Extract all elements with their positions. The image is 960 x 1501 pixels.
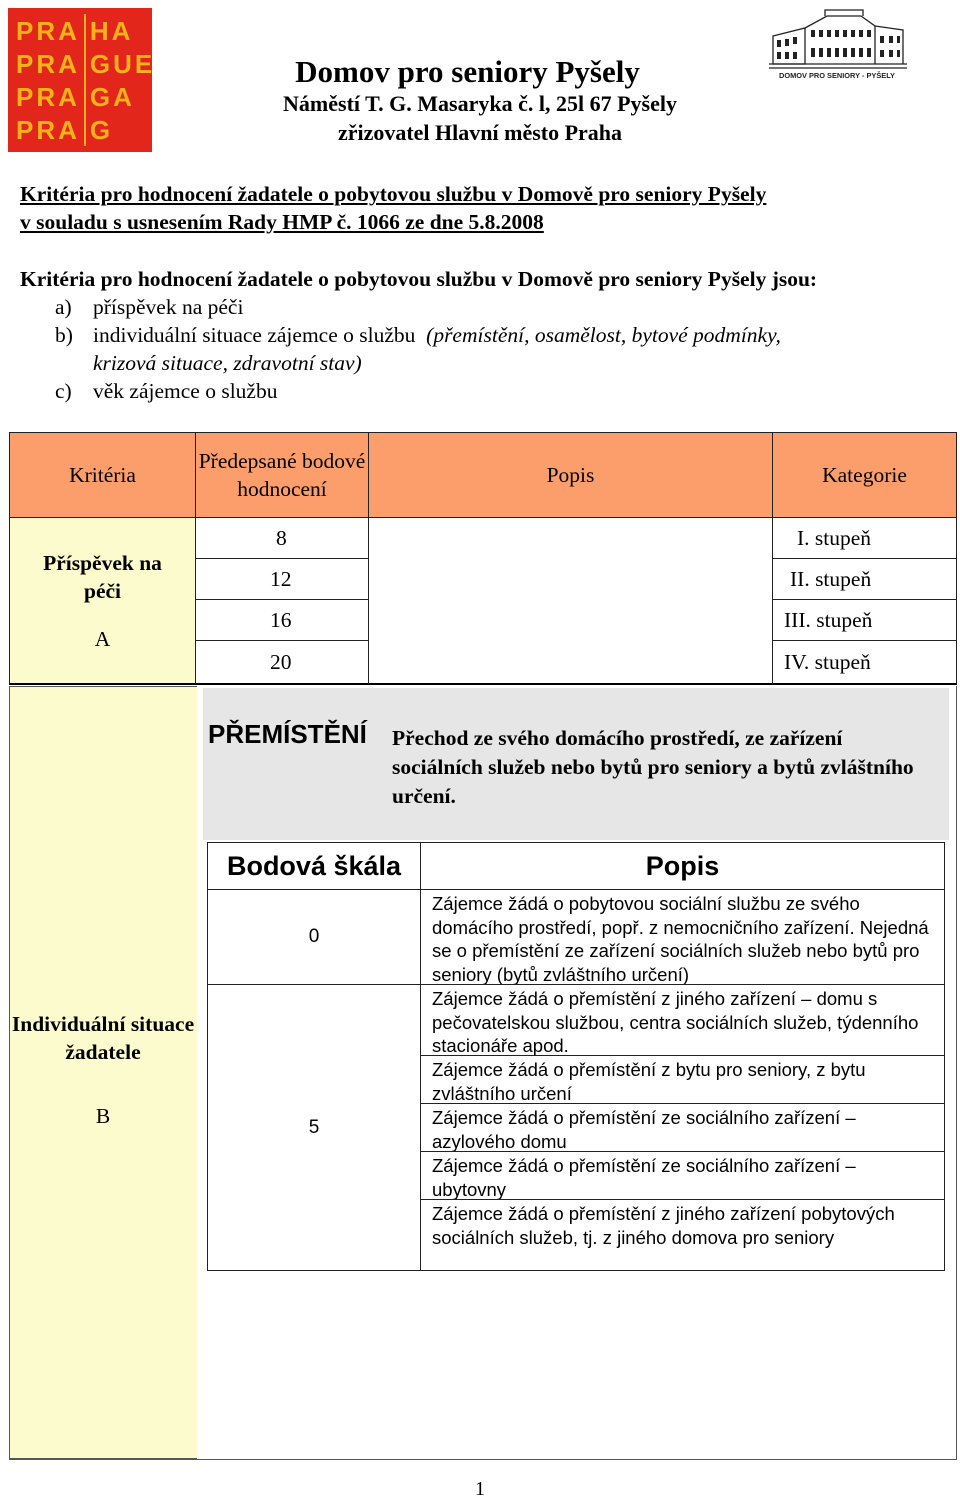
category-cell: I. stupeň [772,517,957,559]
category-cell: II. stupeň [772,558,957,600]
criteria-item-label: b) [55,323,73,347]
table-header-points: Předepsané bodové hodnocení [195,432,369,518]
logo-left-1: PRA [16,14,86,47]
points-cell: 12 [195,558,369,600]
logo-left-2: PRA [16,47,86,80]
criteria-item-label: c) [55,379,72,403]
criterion-name-b: Individuální situace žadatele [11,1012,195,1064]
criterion-letter: A [94,626,111,651]
criterion-cell-a [9,517,196,685]
building-logo-icon [765,6,910,82]
criteria-item-a [55,293,945,321]
scale-description-cell: Zájemce žádá o přemístění ze sociálního zařízení – azylového domu [420,1103,945,1152]
category-cell: IV. stupeň [772,640,957,685]
scale-description-cell: Zájemce žádá o přemístění z jiného zařízení – domu s pečovatelskou službou, centra sociálních služeb, týdenního stacionáře apod. [420,984,945,1056]
logo-right-2: GUE [89,48,156,79]
scale-points-cell: 5 [207,984,421,1271]
logo-right-1: HA [89,15,134,46]
criteria-item-b [55,321,945,349]
scale-description-cell: Zájemce žádá o přemístění z bytu pro seniory, z bytu zvláštního určení [420,1055,945,1104]
intro-line-1: Kritéria pro hodnocení žadatele o pobytovou službu v Domově pro seniory Pyšely [20,182,767,206]
logo-left-3: PRA [16,80,86,113]
criterion-name: Příspěvek na péči [43,550,162,603]
relocation-description: Přechod ze svého domácího prostředí, ze zařízení sociálních služeb nebo bytů pro seniory a bytů zvláštního určení. [392,726,914,808]
logo-right-4: G [89,114,114,145]
criterion-cell-b [9,686,197,1459]
criteria-item-italic: (přemístění, osamělost, bytové podmínky, [426,323,781,347]
building-caption: DOMOV PRO SENIORY - PYŠELY [779,71,895,80]
table-header-criteria: Kritéria [9,432,196,518]
points-cell: 8 [195,517,369,559]
section-border [956,686,957,1459]
address-line: Náměstí T. G. Masaryka č. l, 25l 67 Pyšely [283,91,677,116]
table-header-category: Kategorie [772,432,957,518]
intro-line-2: v souladu s usnesením Rady HMP č. 1066 ze dne 5.8.2008 [20,210,544,234]
scale-description-cell: Zájemce žádá o přemístění z jiného zařízení pobytových sociálních služeb, tj. z jiného domova pro seniory [420,1199,945,1271]
criteria-item-text: příspěvek na péči [93,295,244,319]
criterion-letter-b: B [95,1104,111,1128]
category-cell: III. stupeň [772,599,957,641]
scale-description-cell: Zájemce žádá o pobytovou sociální službu ze svého domácího prostředí, popř. z nemocničního zařízení. Nejedná se o přemístění ze zařízení sociálních služeb nebo bytů pro seniory (bytů zvláštního určení) [420,889,945,985]
criteria-table-a [9,432,957,685]
criteria-item-text: individuální situace zájemce o službu [93,323,416,347]
praha-logo [8,8,156,152]
criteria-item-b-cont [93,349,960,377]
scale-points-cell: 0 [207,889,421,985]
relocation-keyword: PŘEMÍSTĚNÍ [208,719,367,749]
scale-header-description: Popis [420,842,945,890]
criteria-item-label: a) [55,295,72,319]
logo-left-4: PRA [16,113,86,146]
points-cell: 20 [195,640,369,685]
page-title: Domov pro seniory Pyšely [295,54,640,89]
scale-description-cell: Zájemce žádá o přemístění ze sociálního zařízení – ubytovny [420,1151,945,1200]
point-scale-table [207,842,945,1271]
points-cell: 16 [195,599,369,641]
founder-line: zřizovatel Hlavní město Praha [337,120,623,145]
criteria-item-italic-2: krizová situace, zdravotní stav) [93,351,362,375]
criteria-item-text: věk zájemce o službu [93,379,278,403]
description-cell [368,517,773,685]
criteria-heading: Kritéria pro hodnocení žadatele o pobytovou službu v Domově pro seniory Pyšely jsou: [20,267,818,291]
page-number: 1 [475,1478,485,1500]
section-border [9,1459,957,1460]
table-header-description: Popis [368,432,773,518]
scale-header-points: Bodová škála [207,842,421,890]
intro-title [20,180,940,236]
criteria-item-c [55,377,945,405]
logo-right-3: GA [89,81,135,112]
